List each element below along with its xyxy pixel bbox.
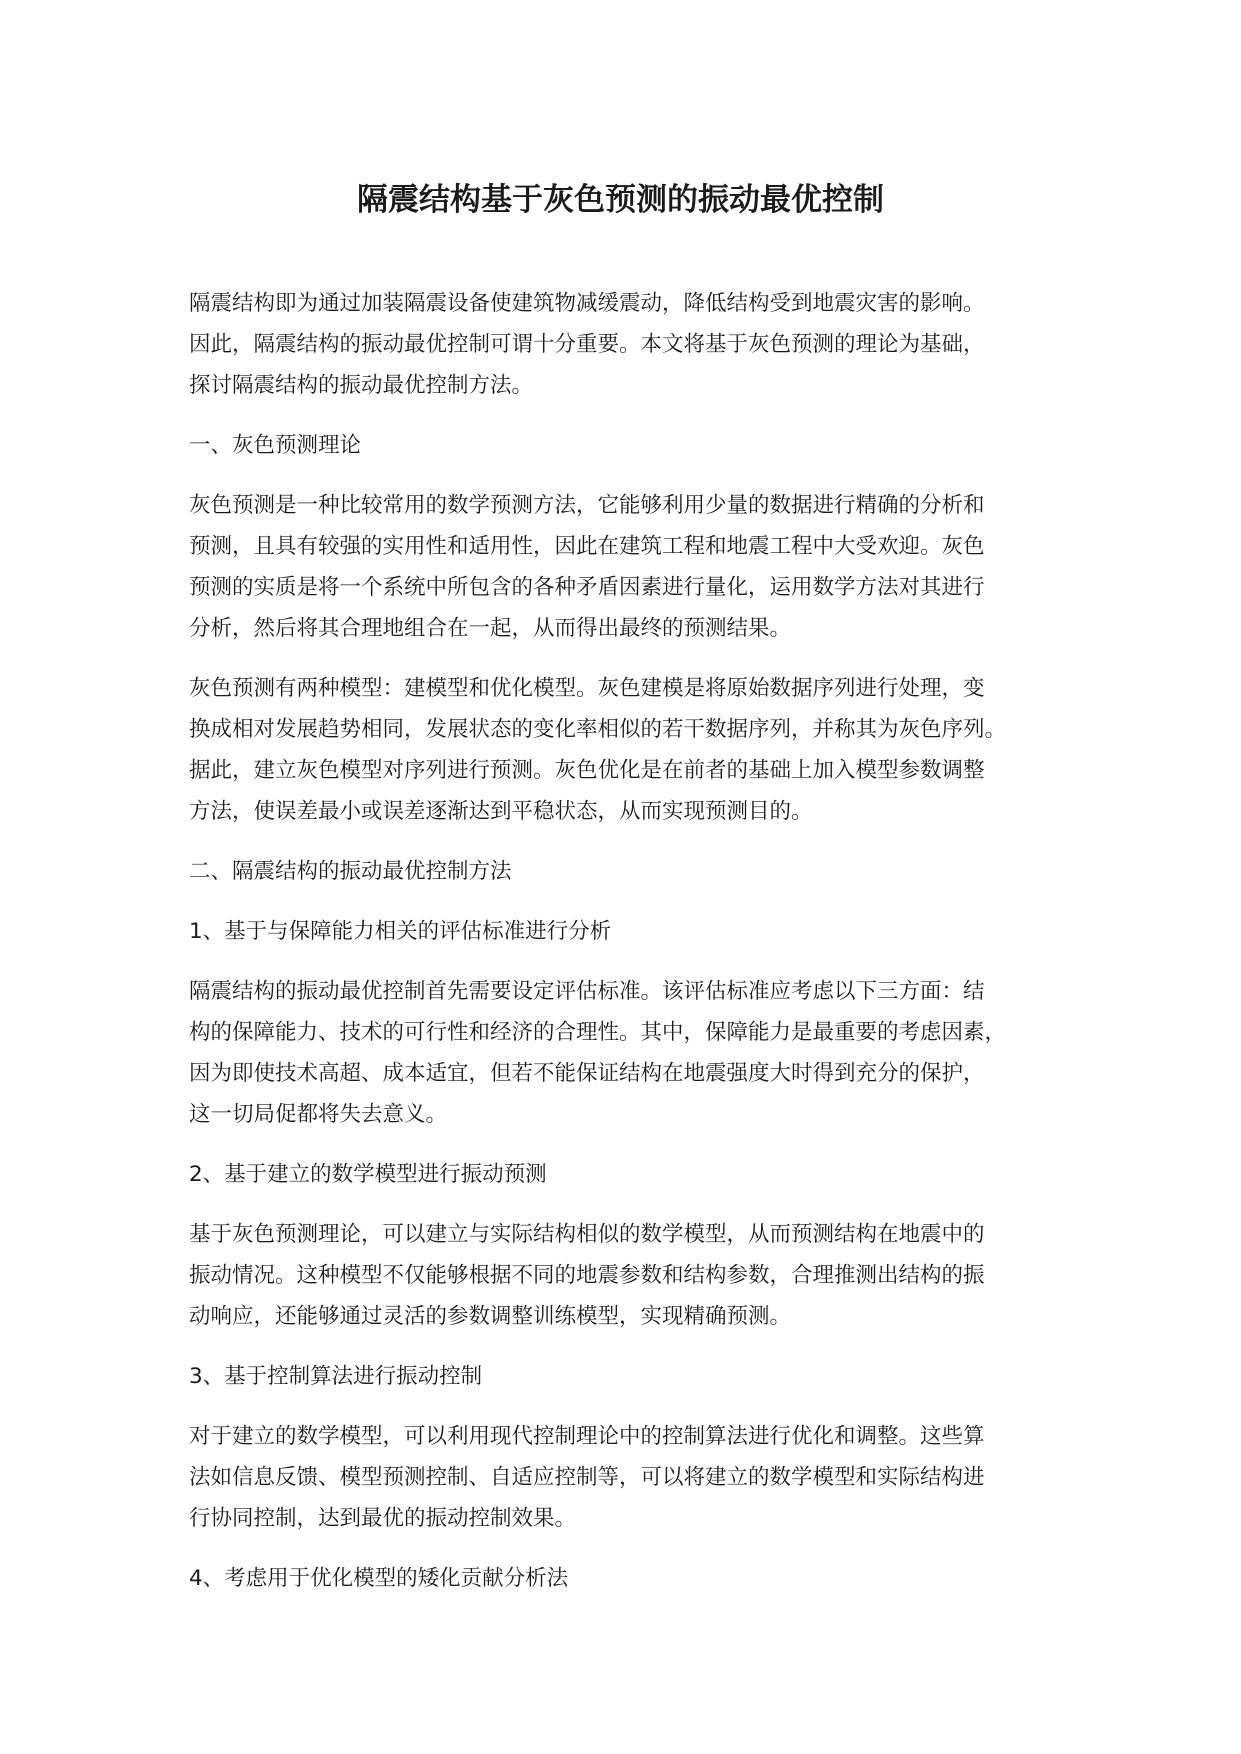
heading-text: 3、基于控制算法进行振动控制 — [189, 1364, 483, 1389]
paragraph-line: 据此，建立灰色模型对序列进行预测。灰色优化是在前者的基础上加入模型参数调整 — [189, 758, 985, 783]
section-heading — [189, 911, 1089, 952]
section-heading — [189, 851, 1089, 892]
document-body — [189, 283, 1089, 1618]
paragraph-line: 方法，使误差最小或误差逐渐达到平稳状态，从而实现预测目的。 — [189, 799, 813, 824]
paragraph-line: 灰色预测是一种比较常用的数学预测方法，它能够利用少量的数据进行精确的分析和 — [189, 493, 985, 518]
heading-text: 2、基于建立的数学模型进行振动预测 — [189, 1162, 547, 1187]
paragraph — [189, 485, 1089, 649]
paragraph — [189, 283, 1089, 406]
section-heading — [189, 425, 1089, 466]
paragraph-line: 这一切局促都将失去意义。 — [189, 1102, 448, 1127]
paragraph-line: 隔震结构即为通过加装隔震设备使建筑物减缓震动，降低结构受到地震灾害的影响。 — [189, 291, 985, 316]
heading-text: 一、灰色预测理论 — [189, 433, 362, 458]
paragraph-line: 对于建立的数学模型，可以利用现代控制理论中的控制算法进行优化和调整。这些算 — [189, 1424, 985, 1449]
paragraph-line: 基于灰色预测理论，可以建立与实际结构相似的数学模型，从而预测结构在地震中的 — [189, 1222, 985, 1247]
paragraph-line: 因为即使技术高超、成本适宜，但若不能保证结构在地震强度大时得到充分的保护， — [189, 1061, 985, 1086]
paragraph-line: 分析，然后将其合理地组合在一起，从而得出最终的预测结果。 — [189, 616, 792, 641]
heading-text: 4、考虑用于优化模型的矮化贡献分析法 — [189, 1566, 569, 1591]
paragraph-line: 预测的实质是将一个系统中所包含的各种矛盾因素进行量化，运用数学方法对其进行 — [189, 575, 985, 600]
paragraph — [189, 1214, 1089, 1337]
section-heading — [189, 1154, 1089, 1195]
heading-text: 1、基于与保障能力相关的评估标准进行分析 — [189, 919, 612, 944]
paragraph-line: 构的保障能力、技术的可行性和经济的合理性。其中，保障能力是最重要的考虑因素， — [189, 1020, 1007, 1045]
section-heading — [189, 1558, 1089, 1599]
paragraph-line: 振动情况。这种模型不仅能够根据不同的地震参数和结构参数，合理推测出结构的振 — [189, 1263, 985, 1288]
paragraph-line: 因此，隔震结构的振动最优控制可谓十分重要。本文将基于灰色预测的理论为基础， — [189, 332, 985, 357]
paragraph-line: 换成相对发展趋势相同，发展状态的变化率相似的若干数据序列，并称其为灰色序列。 — [189, 717, 1007, 742]
paragraph-line: 预测，且具有较强的实用性和适用性，因此在建筑工程和地震工程中大受欢迎。灰色 — [189, 534, 985, 559]
paragraph — [189, 1416, 1089, 1539]
paragraph — [189, 971, 1089, 1135]
paragraph-line: 动响应，还能够通过灵活的参数调整训练模型，实现精确预测。 — [189, 1304, 792, 1329]
paragraph-line: 隔震结构的振动最优控制首先需要设定评估标准。该评估标准应考虑以下三方面：结 — [189, 979, 985, 1004]
paragraph-line: 探讨隔震结构的振动最优控制方法。 — [189, 373, 534, 398]
paragraph-line: 灰色预测有两种模型：建模型和优化模型。灰色建模是将原始数据序列进行处理，变 — [189, 676, 985, 701]
heading-text: 二、隔震结构的振动最优控制方法 — [189, 859, 512, 884]
paragraph-line: 行协同控制，达到最优的振动控制效果。 — [189, 1506, 577, 1531]
paragraph — [189, 668, 1089, 832]
paragraph-line: 法如信息反馈、模型预测控制、自适应控制等，可以将建立的数学模型和实际结构进 — [189, 1465, 985, 1490]
section-heading — [189, 1356, 1089, 1397]
document-title: 隔震结构基于灰色预测的振动最优控制 — [357, 182, 884, 218]
